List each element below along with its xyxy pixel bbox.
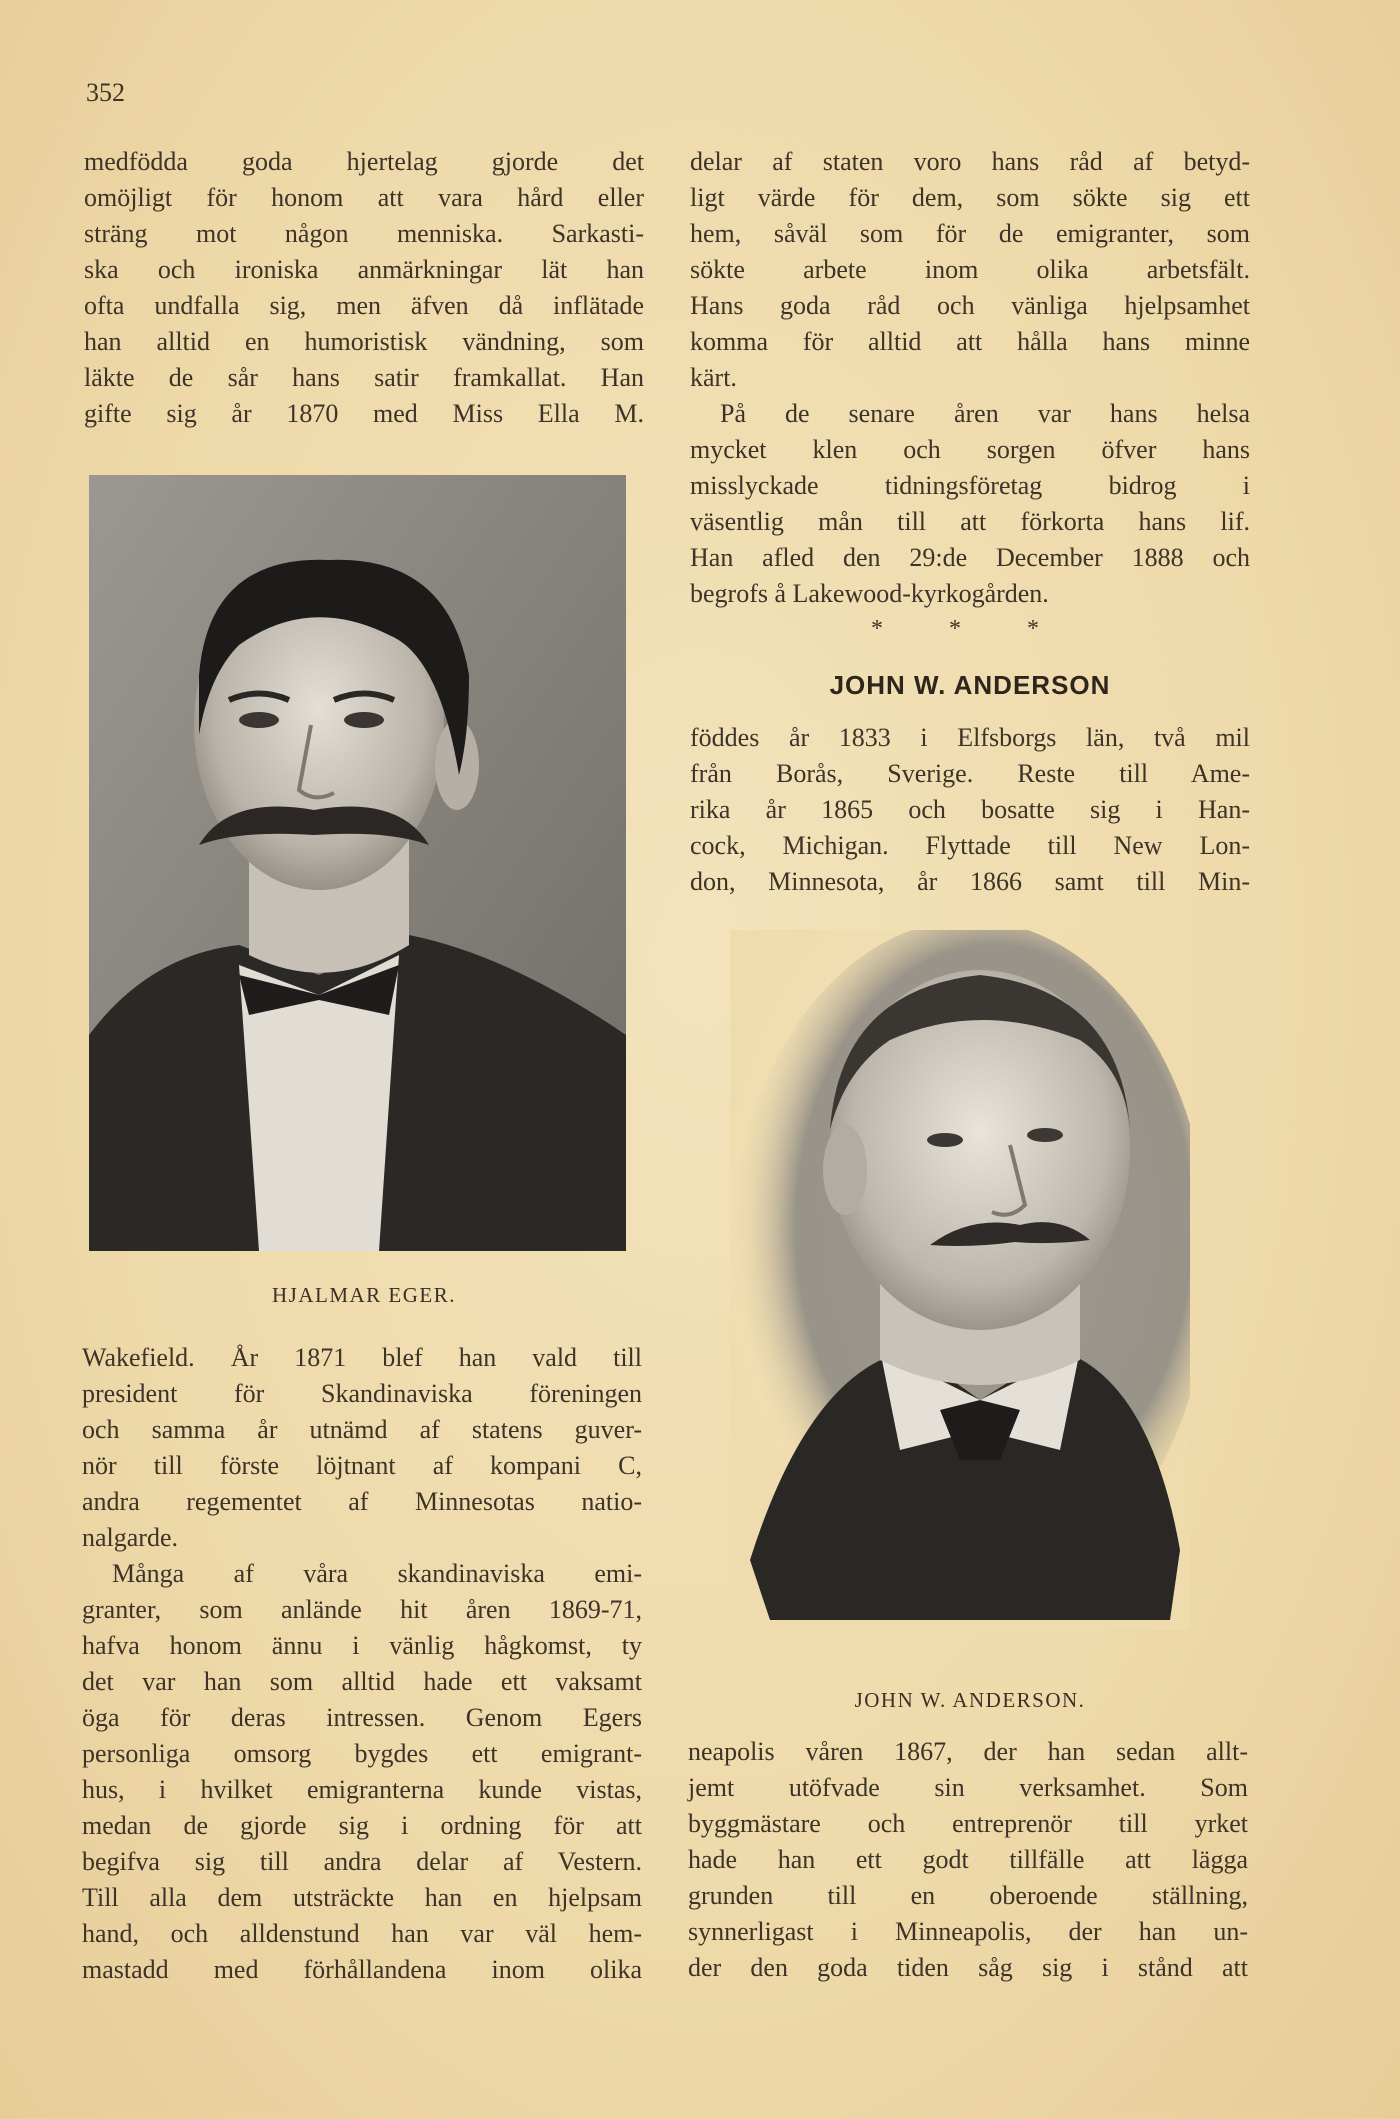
text-line: mastadd med förhållandena inom olika [82, 1955, 642, 1984]
text-line: nalgarde. [82, 1523, 179, 1552]
text-line: ofta undfalla sig, men äfven då inflätade [84, 291, 644, 320]
text-line: ligt värde för dem, som sökte sig ett [690, 183, 1250, 212]
text-line: hand, och alldenstund han var väl hem- [82, 1919, 642, 1948]
text-line: Till alla dem utsträckte han en hjelpsam [82, 1883, 642, 1912]
section-heading-anderson: JOHN W. ANDERSON [829, 670, 1111, 700]
text-line: öga för deras intressen. Genom Egers [82, 1703, 642, 1732]
photo-caption-eger: HJALMAR EGER. [271, 1283, 456, 1307]
portrait-illustration [730, 930, 1190, 1630]
text-line: president för Skandinaviska föreningen [82, 1379, 642, 1408]
text-line: nör till förste löjtnant af kompani C, [82, 1451, 642, 1480]
text-line: medfödda goda hjertelag gjorde det [84, 147, 644, 176]
text-column-left-top [84, 144, 644, 432]
text-line: medan de gjorde sig i ordning för att [82, 1811, 642, 1840]
text-line: läkte de sår hans satir framkallat. Han [84, 363, 644, 392]
text-line: Wakefield. År 1871 blef han vald till [82, 1343, 642, 1372]
text-line: komma för alltid att hålla hans minne [690, 327, 1250, 356]
text-line: begifva sig till andra delar af Vestern. [82, 1847, 642, 1876]
text-line: sträng mot någon menniska. Sarkasti- [84, 219, 644, 248]
text-line: han alltid en humoristisk vändning, som [84, 327, 644, 356]
text-line: neapolis våren 1867, der han sedan allt- [688, 1737, 1248, 1766]
text-line: och samma år utnämd af statens guver- [82, 1415, 642, 1444]
portrait-illustration [89, 475, 626, 1251]
text-column-right-top [690, 144, 1250, 612]
text-line: Många af våra skandinaviska emi- [112, 1559, 642, 1588]
text-line: hus, i hvilket emigranterna kunde vistas, [82, 1775, 642, 1804]
text-line: kärt. [690, 363, 737, 392]
text-line: ska och ironiska anmärkningar lät han [84, 255, 644, 284]
text-line: personliga omsorg bygdes ett emigrant- [82, 1739, 642, 1768]
text-column-left-bottom [82, 1340, 642, 1988]
text-line: hade han ett godt tillfälle att lägga [688, 1845, 1248, 1874]
section-separator: * * * [871, 616, 1069, 642]
text-line: sökte arbete inom olika arbetsfält. [690, 255, 1250, 284]
text-line: På de senare åren var hans helsa [720, 399, 1250, 428]
text-column-right-mid [690, 720, 1250, 900]
text-line: misslyckade tidningsföretag bidrog i [690, 471, 1250, 500]
text-line: det var han som alltid hade ett vaksamt [82, 1667, 642, 1696]
text-line: granter, som anlände hit åren 1869-71, [82, 1595, 642, 1624]
text-line: synnerligast i Minneapolis, der han un- [688, 1917, 1248, 1946]
text-column-right-bottom [688, 1734, 1248, 1986]
text-line: hem, såväl som för de emigranter, som [690, 219, 1250, 248]
text-line: mycket klen och sorgen öfver hans [690, 435, 1250, 464]
text-line: föddes år 1833 i Elfsborgs län, två mil [690, 723, 1250, 752]
text-line: begrofs å Lakewood-kyrkogården. [690, 579, 1049, 608]
text-line: omöjligt för honom att vara hård eller [84, 183, 644, 212]
text-line: väsentlig mån till att förkorta hans lif. [690, 507, 1250, 536]
photo-caption-anderson: JOHN W. ANDERSON. [854, 1688, 1086, 1712]
text-line: cock, Michigan. Flyttade till New Lon- [690, 831, 1250, 860]
page-number: 352 [86, 78, 125, 107]
text-line: delar af staten voro hans råd af betyd- [690, 147, 1250, 176]
portrait-photo-john-w-anderson [730, 930, 1190, 1630]
text-line: jemt utöfvade sin verksamhet. Som [688, 1773, 1248, 1802]
text-line: gifte sig år 1870 med Miss Ella M. [84, 399, 644, 428]
text-line: grunden till en oberoende ställning, [688, 1881, 1248, 1910]
text-line: från Borås, Sverige. Reste till Ame- [690, 759, 1250, 788]
text-line: andra regementet af Minnesotas natio- [82, 1487, 642, 1516]
text-line: Hans goda råd och vänliga hjelpsamhet [690, 291, 1250, 320]
text-line: byggmästare och entreprenör till yrket [688, 1809, 1248, 1838]
text-line: hafva honom ännu i vänlig hågkomst, ty [82, 1631, 642, 1660]
text-line: der den goda tiden såg sig i stånd att [688, 1953, 1248, 1982]
text-line: don, Minnesota, år 1866 samt till Min- [690, 867, 1250, 896]
portrait-photo-hjalmar-eger [89, 475, 626, 1251]
text-line: rika år 1865 och bosatte sig i Han- [690, 795, 1250, 824]
text-line: Han afled den 29:de December 1888 och [690, 543, 1250, 572]
